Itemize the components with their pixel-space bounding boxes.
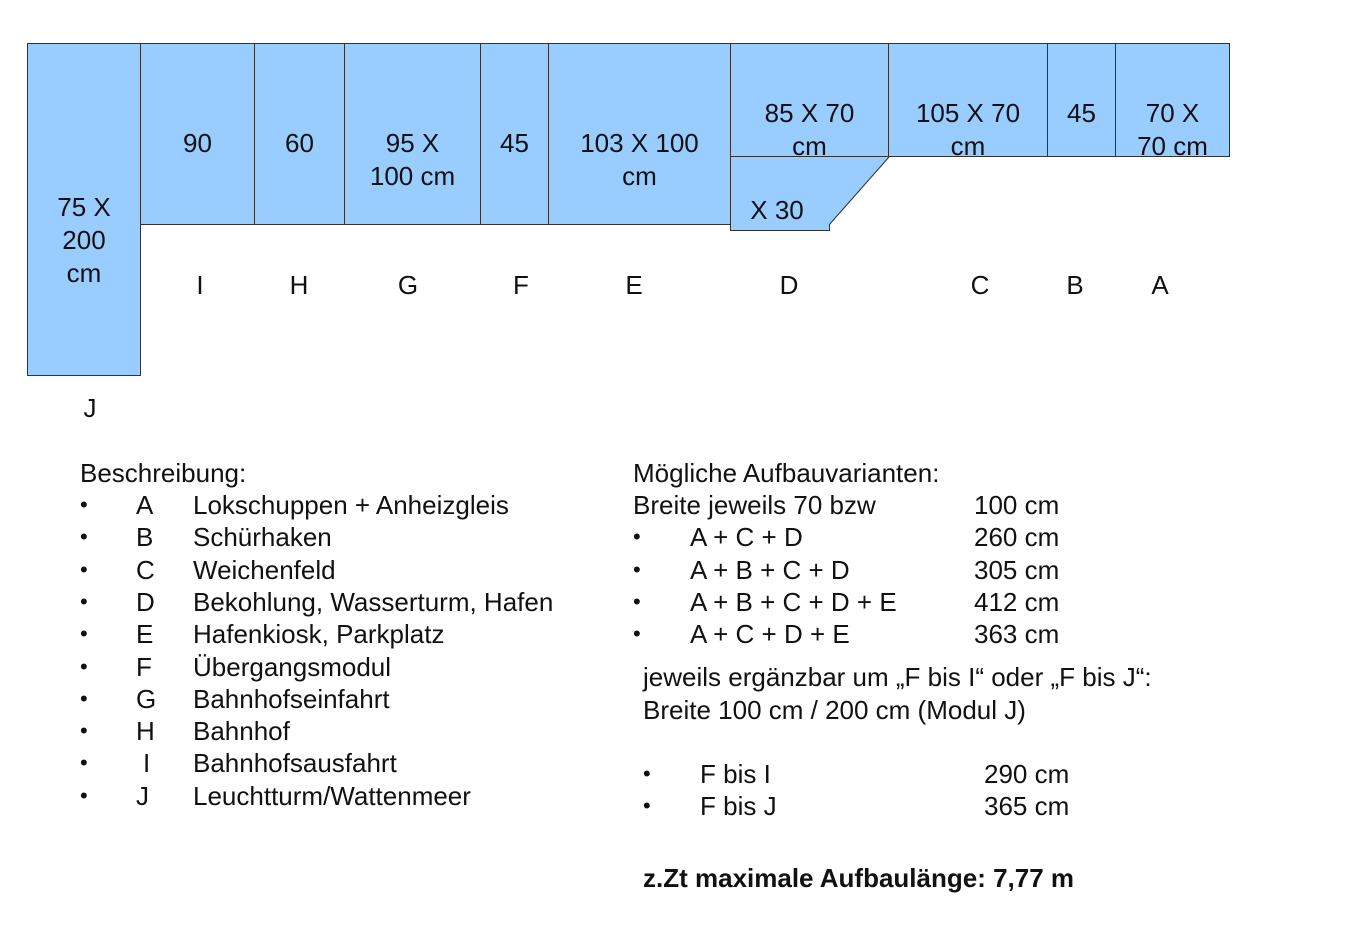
extension-combo: F bis J	[700, 791, 777, 821]
module-g	[344, 43, 481, 225]
variant-combo: A + C + D	[690, 522, 803, 552]
max-length: z.Zt maximale Aufbaulänge: 7,77 m	[643, 863, 1075, 893]
variant-length: 363 cm	[974, 619, 1060, 649]
variant-combo: A + C + D + E	[690, 619, 850, 649]
variant-length: 412 cm	[974, 587, 1060, 617]
extension-line2: Breite 100 cm / 200 cm (Modul J)	[643, 695, 1026, 725]
item-text: Bahnhofseinfahrt	[193, 684, 390, 714]
item-text: Bahnhof	[193, 716, 290, 746]
variant-length: 305 cm	[974, 555, 1060, 585]
letter-g: G	[397, 270, 419, 300]
item-text: Schürhaken	[193, 522, 332, 552]
module-h	[254, 43, 345, 225]
item-code: C	[136, 555, 155, 585]
module-f	[480, 43, 549, 225]
module-c-size: 105 X 70 cm	[915, 98, 1021, 157]
variants-width-value: 100 cm	[974, 490, 1060, 520]
variant-combo: A + B + C + D	[690, 555, 850, 585]
module-h-size: 60	[285, 128, 314, 158]
bullet: •	[80, 492, 88, 517]
item-code: F	[136, 652, 152, 682]
module-e	[548, 43, 731, 225]
extension-length: 365 cm	[984, 791, 1070, 821]
module-b-size: 45	[1067, 98, 1096, 128]
bullet: •	[643, 793, 651, 818]
item-text: Übergangsmodul	[193, 652, 392, 682]
bullet: •	[633, 524, 641, 549]
item-code: E	[136, 619, 154, 649]
letter-c: C	[970, 270, 990, 300]
module-d-extension	[730, 156, 830, 231]
bullet: •	[80, 557, 88, 582]
letter-h: H	[289, 270, 309, 300]
module-c	[888, 43, 1048, 157]
module-f-size: 45	[500, 128, 529, 158]
item-code: D	[136, 587, 155, 617]
letter-f: F	[513, 270, 529, 300]
item-text: Weichenfeld	[193, 555, 336, 585]
bullet: •	[633, 589, 641, 614]
item-text: Bekohlung, Wasserturm, Hafen	[193, 587, 554, 617]
variant-length: 260 cm	[974, 522, 1060, 552]
letter-i: I	[196, 270, 204, 300]
module-e-size: 103 X 100 cm	[580, 128, 699, 191]
item-code: I	[143, 748, 151, 778]
letter-b: B	[1066, 270, 1084, 300]
module-i	[140, 43, 255, 225]
item-code: A	[136, 490, 154, 520]
bullet: •	[633, 557, 641, 582]
bullet: •	[80, 589, 88, 614]
module-d-extension-size: X 30	[750, 195, 804, 225]
extension-combo: F bis I	[700, 759, 771, 789]
module-j-size: 75 X 200 cm	[57, 192, 111, 288]
module-a	[1115, 43, 1230, 157]
letter-j: J	[83, 393, 97, 423]
bullet: •	[633, 621, 641, 646]
item-code: H	[136, 716, 155, 746]
bullet: •	[643, 761, 651, 786]
letter-d: D	[779, 270, 799, 300]
bullet: •	[80, 686, 88, 711]
module-d-size: 85 X 70 cm	[764, 98, 855, 157]
item-text: Lokschuppen + Anheizgleis	[193, 490, 509, 520]
bullet: •	[80, 750, 88, 775]
item-text: Bahnhofsausfahrt	[193, 748, 397, 778]
extension-line1: jeweils ergänzbar um „F bis I“ oder „F bis J“:	[643, 662, 1152, 692]
module-a-size: 70 X 70 cm	[1137, 98, 1208, 157]
module-i-size: 90	[183, 128, 212, 158]
variants-title: Mögliche Aufbauvarianten:	[633, 458, 940, 488]
item-text: Hafenkiosk, Parkplatz	[193, 619, 445, 649]
module-b	[1047, 43, 1116, 157]
letter-e: E	[625, 270, 643, 300]
bullet: •	[80, 524, 88, 549]
item-code: G	[136, 684, 157, 714]
bullet: •	[80, 654, 88, 679]
extension-length: 290 cm	[984, 759, 1070, 789]
item-text: Leuchtturm/Wattenmeer	[193, 781, 471, 811]
module-d	[730, 43, 889, 157]
bullet: •	[80, 718, 88, 743]
letter-a: A	[1151, 270, 1169, 300]
item-code: B	[136, 522, 154, 552]
module-j	[27, 43, 141, 376]
variants-width-label: Breite jeweils 70 bzw	[633, 490, 876, 520]
description-title: Beschreibung:	[80, 458, 247, 488]
module-g-size: 95 X 100 cm	[369, 128, 456, 191]
variant-combo: A + B + C + D + E	[690, 587, 897, 617]
bullet: •	[80, 783, 88, 808]
bullet: •	[80, 621, 88, 646]
item-code: J	[136, 781, 149, 811]
